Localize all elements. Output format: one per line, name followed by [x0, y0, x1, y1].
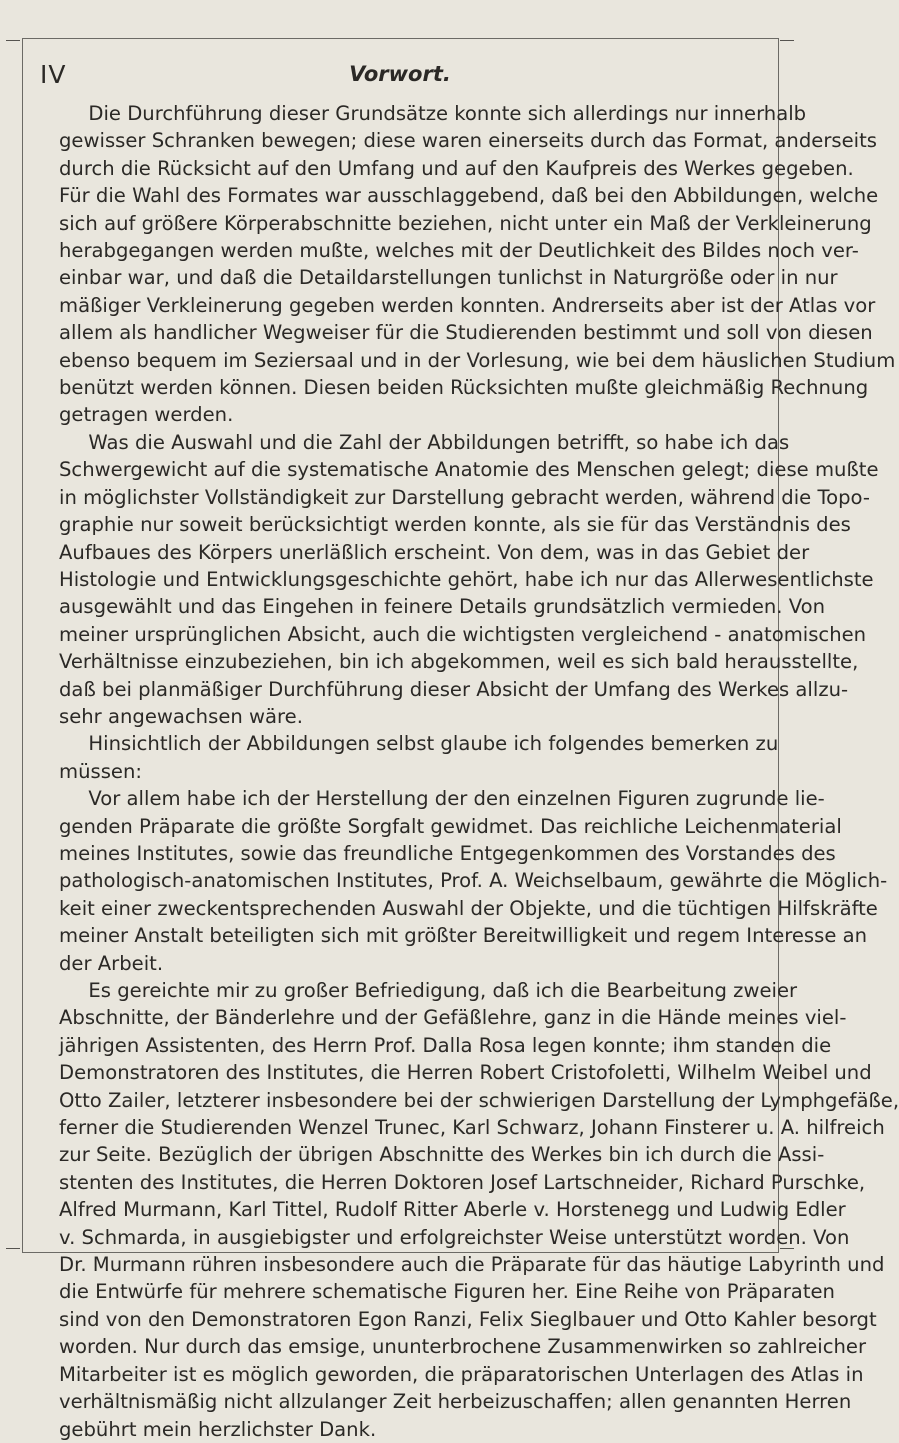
text-line: daß bei planmäßiger Durchführung dieser Absicht der Umfang des Werkes allzu-	[59, 677, 849, 701]
text-line: die Entwürfe für mehrere schematische Figuren her. Eine Reihe von Präparaten	[59, 1280, 835, 1304]
page-number: IV	[40, 60, 67, 89]
text-line: Mitarbeiter ist es möglich geworden, die präparatorischen Unterlagen des Atlas in	[59, 1362, 864, 1386]
text-line: einbar war, und daß die Detaildarstellungen tunlichst in Naturgröße oder in nur	[59, 266, 838, 290]
text-line: ausgewählt und das Eingehen in feinere Details grundsätzlich vermieden. Von	[59, 595, 826, 619]
text-line: Was die Auswahl und die Zahl der Abbildungen betrifft, so habe ich das	[59, 430, 790, 454]
text-line: gebührt mein herzlichster Dank.	[59, 1417, 377, 1441]
text-line: genden Präparate die größte Sorgfalt gewidmet. Das reichliche Leichenmaterial	[59, 814, 842, 838]
text-line: Hinsichtlich der Abbildungen selbst glaube ich folgendes bemerken zu	[59, 732, 779, 756]
text-line: sich auf größere Körperabschnitte beziehen, nicht unter ein Maß der Verkleinerung	[59, 211, 872, 235]
crop-mark-top-right	[780, 40, 794, 55]
text-line: ferner die Studierenden Wenzel Trunec, Karl Schwarz, Johann Finsterer u. A. hilfreich	[59, 1116, 885, 1140]
text-line: Es gereichte mir zu großer Befriedigung, daß ich die Bearbeitung zweier	[59, 979, 798, 1002]
text-line: pathologisch-anatomischen Institutes, Prof. A. Weichselbaum, gewährte die Möglich-	[59, 869, 888, 893]
text-line: getragen werden.	[59, 403, 234, 427]
text-line: allem als handlicher Wegweiser für die Studierenden bestimmt und soll von diesen	[59, 321, 873, 345]
text-line: ebenso bequem im Seziersaal und in der Vorlesung, wie bei dem häuslichen Studium	[59, 348, 896, 372]
text-line: jährigen Assistenten, des Herrn Prof. Dalla Rosa legen konnte; ihm standen die	[59, 1033, 832, 1057]
crop-mark-top-left	[6, 40, 20, 55]
text-line: Für die Wahl des Formates war ausschlaggebend, daß bei den Abbildungen, welche	[59, 184, 879, 208]
text-line: meiner ursprünglichen Absicht, auch die wichtigsten vergleichend - anatomischen	[59, 622, 867, 646]
crop-mark-bottom-left	[6, 1248, 20, 1263]
text-line: meiner Anstalt beteiligten sich mit größter Bereitwilligkeit und regem Interesse an	[59, 924, 868, 948]
text-line: mäßiger Verkleinerung gegeben werden konnten. Andrerseits aber ist der Atlas vor	[59, 293, 876, 317]
text-line: Dr. Murmann rühren insbesondere auch die Präparate für das häutige Labyrinth und	[59, 1253, 885, 1277]
text-line: verhältnismäßig nicht allzulanger Zeit herbeizuschaffen; allen genannten Herren	[59, 1390, 852, 1414]
text-line: Verhältnisse einzubeziehen, bin ich abgekommen, weil es sich bald herausstellte,	[59, 650, 859, 674]
text-line: benützt werden können. Diesen beiden Rücksichten mußte gleichmäßig Rechnung	[59, 376, 869, 400]
text-line: Demonstratoren des Institutes, die Herren Robert Cristofoletti, Wilhelm Weibel und	[59, 1061, 872, 1085]
text-line: herabgegangen werden mußte, welches mit der Deutlichkeit des Bildes noch ver-	[59, 239, 859, 263]
text-line: Die Durchführung dieser Grundsätze konnte sich allerdings nur innerhalb	[59, 102, 807, 125]
text-line: meines Institutes, sowie das freundliche Entgegenkommen des Vorstandes des	[59, 841, 836, 865]
text-line: zur Seite. Bezüglich der übrigen Abschnitte des Werkes bin ich durch die Assi-	[59, 1143, 825, 1167]
text-line: graphie nur soweit berücksichtigt werden konnte, als sie für das Verständnis des	[59, 513, 851, 537]
text-line: Vor allem habe ich der Herstellung der den einzelnen Figuren zugrunde lie-	[59, 787, 825, 811]
text-line: sind von den Demonstratoren Egon Ranzi, Felix Sieglbauer und Otto Kahler besorgt	[59, 1307, 877, 1331]
text-line: Aufbaues des Körpers unerläßlich erscheint. Von dem, was in das Gebiet der	[59, 540, 810, 564]
body-text	[59, 100, 899, 1443]
text-line: keit einer zweckentsprechenden Auswahl der Objekte, und die tüchtigen Hilfskräfte	[59, 896, 878, 920]
page-header	[40, 60, 760, 96]
text-line: sehr angewachsen wäre.	[59, 704, 303, 728]
running-title: Vorwort.	[349, 62, 451, 86]
text-line: der Arbeit.	[59, 951, 164, 975]
text-line: Abschnitte, der Bänderlehre und der Gefäßlehre, ganz in die Hände meines viel-	[59, 1006, 847, 1030]
text-line: stenten des Institutes, die Herren Doktoren Josef Lartschneider, Richard Purschke,	[59, 1170, 866, 1194]
text-line: v. Schmarda, in ausgiebigster und erfolgreichster Weise unterstützt worden. Von	[59, 1225, 850, 1249]
text-line: Histologie und Entwicklungsgeschichte gehört, habe ich nur das Allerwesentlichste	[59, 567, 874, 591]
text-line: Schwergewicht auf die systematische Anatomie des Menschen gelegt; diese mußte	[59, 458, 879, 482]
text-line: durch die Rücksicht auf den Umfang und auf den Kaufpreis des Werkes gegeben.	[59, 156, 854, 180]
text-line: müssen:	[59, 759, 142, 783]
text-line: gewisser Schranken bewegen; diese waren einerseits durch das Format, anderseits	[59, 129, 877, 153]
text-line: Otto Zailer, letzterer insbesondere bei der schwierigen Darstellung der Lymphgefäße,	[59, 1088, 899, 1112]
text-line: worden. Nur durch das emsige, ununterbrochene Zusammenwirken so zahlreicher	[59, 1335, 867, 1359]
text-line: in möglichster Vollständigkeit zur Darstellung gebracht werden, während die Topo-	[59, 485, 870, 509]
text-line: Alfred Murmann, Karl Tittel, Rudolf Ritter Aberle v. Horstenegg und Ludwig Edler	[59, 1198, 846, 1222]
